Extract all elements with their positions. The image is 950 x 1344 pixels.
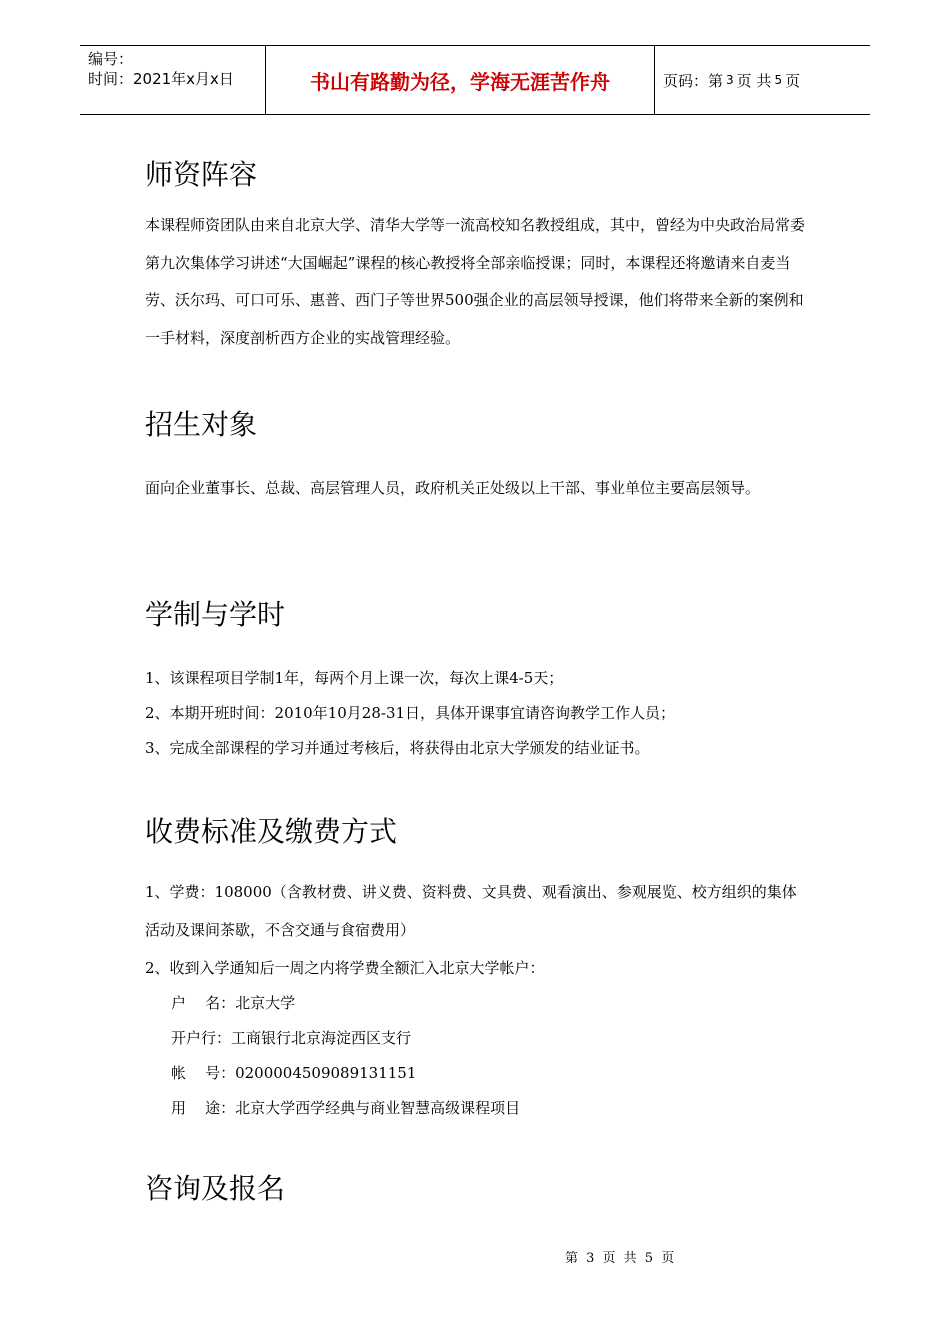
header-page-mid: 页 共	[736, 71, 772, 90]
header-page-prefix: 页码：第	[663, 71, 724, 90]
section-title-fees: 收费标准及缴费方式	[145, 815, 398, 848]
section-title-audience: 招生对象	[145, 408, 258, 441]
header-time-label: 时间：2021年x月x日	[88, 70, 234, 88]
fees-item-tuition: 1、学费：108000（含教材费、讲义费、资料费、文具费、观看演出、参观展览、校方组织的集体活动及课间茶歇，不含交通与食宿费用）	[145, 883, 797, 939]
schedule-item: 2、本期开班时间：2010年10月28-31日，具体开课事宜请咨询教学工作人员；	[145, 704, 676, 722]
header-page-info	[655, 46, 870, 114]
header-motto: 书山有路勤为径，学海无涯苦作舟	[265, 46, 655, 114]
faculty-paragraph: 本课程师资团队由来自北京大学、清华大学等一流高校知名教授组成，其中，曾经为中央政治局常委第九次集体学习讲述“大国崛起”课程的核心教授将全部亲临授课；同时，本课程还将邀请来自麦当劳、沃尔玛、可口可乐、惠普、西门子等世界500强企业的高层领导授课，他们将带来全新的案例和一手材料，深度剖析西方企业的实战管理经验。	[145, 216, 806, 347]
schedule-item: 1、该课程项目学制1年，每两个月上课一次，每次上课4-5天；	[145, 669, 564, 687]
account-purpose: 用 途：北京大学西学经典与商业智慧高级课程项目	[171, 1099, 521, 1117]
schedule-item: 3、完成全部课程的学习并通过考核后，将获得由北京大学颁发的结业证书。	[145, 739, 650, 757]
section-title-schedule: 学制与学时	[145, 598, 286, 631]
section-title-contact: 咨询及报名	[145, 1172, 286, 1205]
audience-paragraph: 面向企业董事长、总裁、高层管理人员，政府机关正处级以上干部、事业单位主要高层领导。	[145, 479, 761, 497]
page-footer: 第 3 页 共 5 页	[565, 1251, 675, 1266]
header-meta	[80, 46, 265, 114]
header-number-label: 编号：	[88, 50, 134, 68]
page-header	[80, 45, 870, 115]
header-page-total: 5	[774, 73, 783, 87]
section-title-faculty: 师资阵容	[145, 158, 258, 191]
account-bank: 开户行：工商银行北京海淀西区支行	[171, 1029, 412, 1047]
header-page-suffix: 页	[785, 71, 801, 90]
fees-item-payment: 2、收到入学通知后一周之内将学费全额汇入北京大学帐户：	[145, 959, 545, 977]
account-name: 户 名：北京大学	[171, 994, 296, 1012]
header-page-current: 3	[726, 73, 734, 87]
account-number: 帐 号：0200004509089131151	[171, 1064, 417, 1082]
